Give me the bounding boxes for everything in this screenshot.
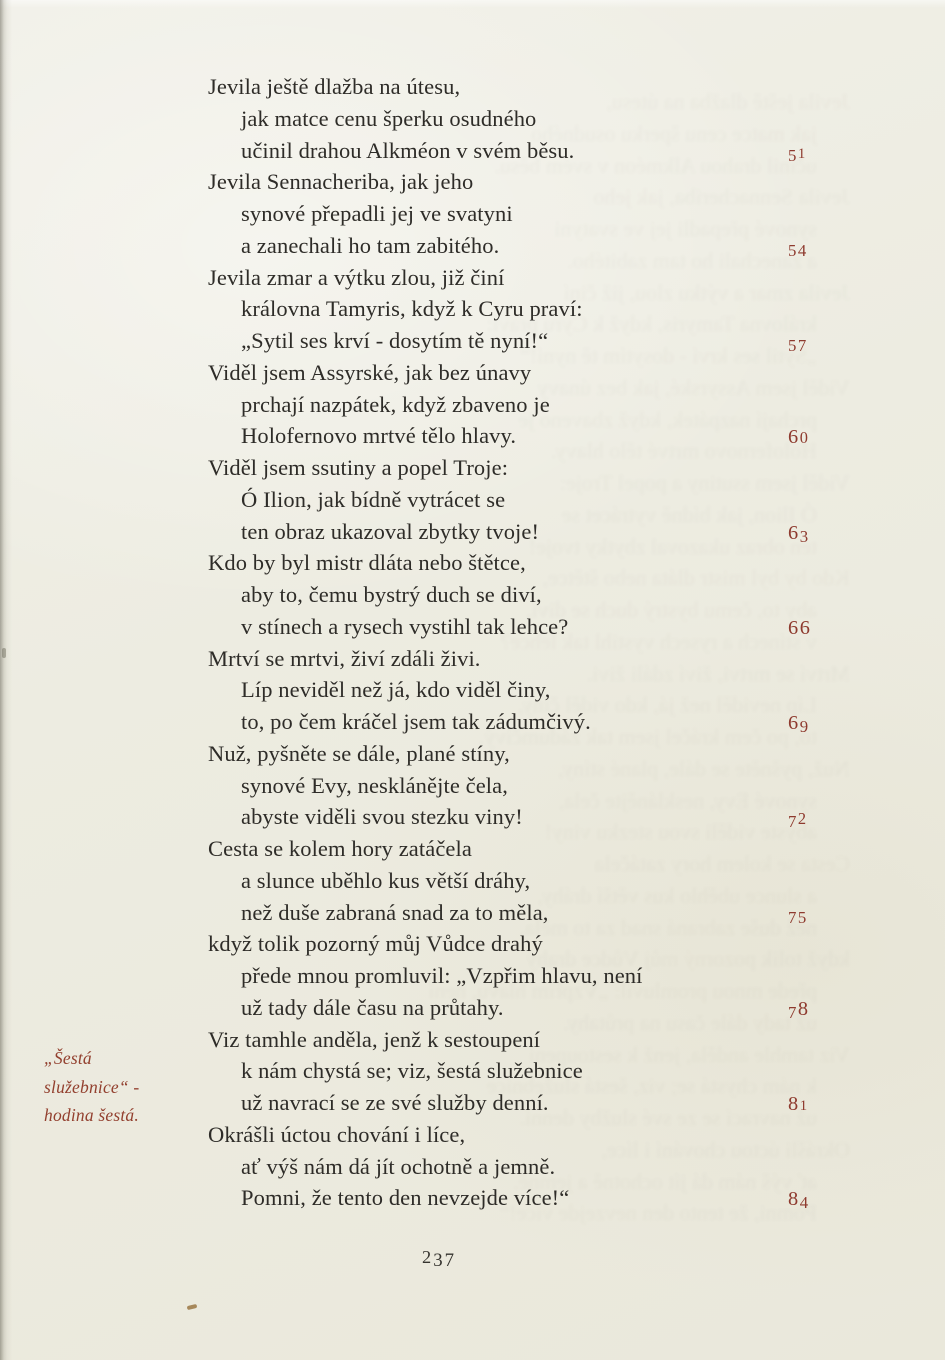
poem-line bbox=[208, 1182, 908, 1214]
verse-text: aby to, čemu bystrý duch se diví, bbox=[241, 582, 542, 607]
poem-line bbox=[208, 706, 908, 738]
verse-number: 63 bbox=[788, 521, 810, 546]
poem-line bbox=[208, 738, 908, 770]
verse-text: Jevila Sennacheriba, jak jeho bbox=[208, 169, 474, 195]
margin-note-line: hodina šestá. bbox=[44, 1105, 139, 1125]
verse-text: už navrací se ze své služby denní. bbox=[241, 1090, 549, 1115]
verse-text: královna Tamyris, když k Cyru praví: bbox=[241, 296, 583, 322]
verse-text: přede mnou promluvil: „Vzpřim hlavu, není bbox=[241, 963, 643, 988]
poem-line bbox=[208, 1055, 908, 1087]
verse-text: ať výš nám dá jít ochotně a jemně. bbox=[241, 1153, 556, 1179]
verse-text: k nám chystá se; viz, šestá služebnice bbox=[241, 1058, 583, 1084]
poem-line bbox=[208, 198, 908, 230]
verse-text: Pomni, že tento den nevzejde více!“ bbox=[241, 1185, 570, 1211]
verse-text: Ó Ilion, jak bídně vytrácet se bbox=[241, 486, 506, 512]
verse-text: a zanechali ho tam zabitého. bbox=[241, 232, 500, 258]
verse-number: 75 bbox=[788, 907, 808, 927]
poem-line bbox=[208, 71, 908, 103]
poem-line bbox=[208, 389, 908, 421]
poem-line bbox=[208, 420, 908, 452]
verse-text: Jevila zmar a výtku zlou, již činí bbox=[208, 264, 505, 290]
verse-text: a slunce uběhlo kus větší dráhy, bbox=[241, 867, 531, 893]
poem-line bbox=[208, 1087, 908, 1119]
verse-number: 69 bbox=[788, 712, 810, 736]
poem bbox=[208, 71, 908, 1214]
verse-text: synové Evy, nesklánějte čela, bbox=[241, 772, 508, 798]
paper-speck bbox=[187, 1304, 198, 1310]
poem-line bbox=[208, 1151, 908, 1183]
poem-line bbox=[208, 992, 908, 1024]
poem-line bbox=[208, 674, 908, 706]
verse-text: když tolik pozorný můj Vůdce drahý bbox=[208, 931, 543, 957]
verse-text: ten obraz ukazoval zbytky tvoje! bbox=[241, 518, 540, 544]
verse-number: 57 bbox=[788, 335, 808, 355]
poem-line bbox=[208, 1024, 908, 1056]
poem-line bbox=[208, 643, 908, 675]
verse-text: abyste viděli svou stezku viny! bbox=[241, 804, 523, 830]
poem-line bbox=[208, 230, 908, 262]
poem-line bbox=[208, 357, 908, 389]
verse-text: to, po čem kráčel jsem tak zádumčivý. bbox=[241, 709, 591, 734]
verse-text: Mrtví se mrtvi, živí zdáli živi. bbox=[208, 645, 481, 671]
poem-line bbox=[208, 865, 908, 897]
verse-text: Jevila ještě dlažba na útesu, bbox=[208, 74, 461, 99]
margin-note bbox=[44, 1044, 214, 1130]
verse-number: 60 bbox=[788, 426, 810, 449]
verse-text: Kdo by byl mistr dláta nebo štětce, bbox=[208, 550, 526, 576]
verse-text: jak matce cenu šperku osudného bbox=[241, 105, 537, 131]
verse-number: 51 bbox=[788, 145, 806, 165]
poem-line bbox=[208, 547, 908, 579]
verse-number: 72 bbox=[788, 809, 808, 832]
verse-text: učinil drahou Alkméon v svém běsu. bbox=[241, 137, 575, 163]
poem-line bbox=[208, 484, 908, 516]
poem-line bbox=[208, 325, 908, 357]
verse-text: Cesta se kolem hory zatáčela bbox=[208, 836, 472, 861]
verse-text: prchají nazpátek, když zbaveno je bbox=[241, 391, 550, 417]
verse-text: Viz tamhle anděla, jenž k sestoupení bbox=[208, 1026, 541, 1052]
verse-text: synové přepadli jej ve svatyni bbox=[241, 201, 513, 226]
poem-line bbox=[208, 833, 908, 865]
poem-line bbox=[208, 770, 908, 802]
verse-text: než duše zabraná snad za to měla, bbox=[241, 899, 549, 925]
poem-line bbox=[208, 103, 908, 135]
margin-note-line: služebnice“ - bbox=[44, 1076, 140, 1097]
verse-text: už tady dále času na průtahy. bbox=[241, 994, 504, 1020]
verse-number: 66 bbox=[788, 616, 812, 639]
poem-line bbox=[208, 166, 908, 198]
page-left-edge bbox=[0, 0, 12, 1360]
verse-text: Nuž, pyšněte se dále, plané stíny, bbox=[208, 740, 510, 766]
poem-line bbox=[208, 897, 908, 929]
poem-line bbox=[208, 135, 908, 167]
poem-line bbox=[208, 928, 908, 960]
verse-text: Holofernovo mrtvé tělo hlavy. bbox=[241, 423, 517, 449]
page-top-edge bbox=[0, 0, 945, 8]
margin-note-line: „Šestá bbox=[44, 1048, 92, 1068]
verse-text: Líp neviděl než já, kdo viděl činy, bbox=[241, 677, 551, 703]
verse-text: Viděl jsem Assyrské, jak bez únavy bbox=[208, 359, 532, 385]
poem-line bbox=[208, 1119, 908, 1151]
verse-text: „Sytil ses krví - dosytím tě nyní!“ bbox=[241, 328, 549, 353]
poem-line bbox=[208, 960, 908, 992]
verse-number: 54 bbox=[788, 240, 808, 260]
verse-text: Viděl jsem ssutiny a popel Troje: bbox=[208, 455, 509, 480]
poem-line bbox=[208, 293, 908, 325]
verse-number: 81 bbox=[788, 1093, 808, 1115]
poem-line bbox=[208, 262, 908, 294]
poem-line bbox=[208, 579, 908, 611]
poem-line bbox=[208, 516, 908, 548]
verse-text: v stínech a rysech vystihl tak lehce? bbox=[241, 613, 569, 639]
page-number: 237 bbox=[422, 1247, 456, 1272]
poem-line bbox=[208, 801, 908, 833]
verse-number: 84 bbox=[788, 1188, 810, 1213]
verse-text: Okrášli úctou chování i líce, bbox=[208, 1121, 466, 1147]
verse-number: 78 bbox=[788, 997, 810, 1022]
poem-line bbox=[208, 611, 908, 643]
poem-line bbox=[208, 452, 908, 484]
